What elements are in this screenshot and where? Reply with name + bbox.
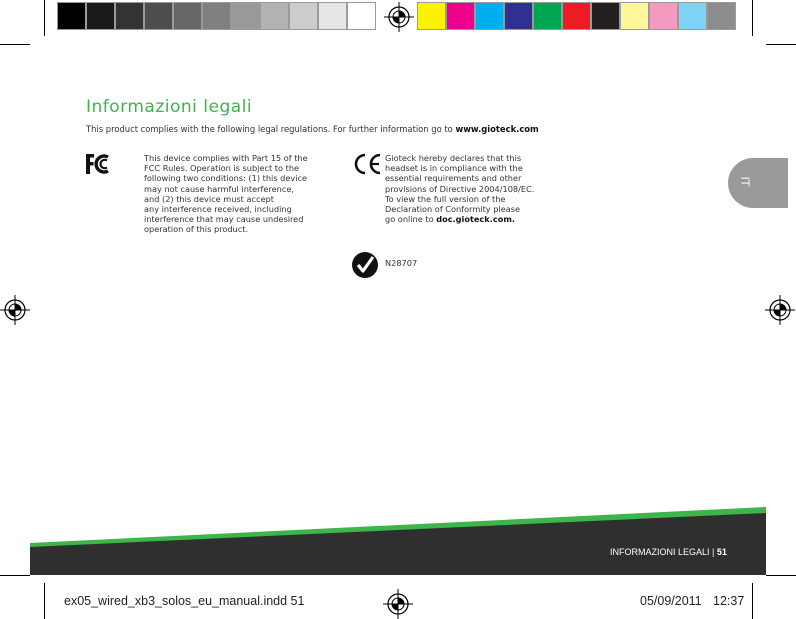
ce-line: headset is in compliance with the — [385, 163, 523, 174]
ce-line: essential requirements and other — [385, 173, 522, 184]
language-tab — [728, 158, 788, 208]
registration-mark-icon — [0, 295, 30, 325]
fcc-line: any interference received, including — [144, 204, 292, 215]
color-swatch — [562, 2, 591, 30]
color-swatch — [417, 2, 446, 30]
crop-mark — [44, 0, 45, 36]
ce-statement — [385, 153, 534, 224]
intro-body: This product complies with the following legal regulations. For further information go to — [86, 124, 453, 134]
ce-link-prefix: go online to — [385, 214, 434, 225]
color-swatch — [318, 2, 347, 30]
doc-link[interactable]: doc.gioteck.com. — [436, 214, 515, 225]
crop-mark — [0, 44, 30, 45]
color-swatch — [707, 2, 736, 30]
registration-mark-icon — [384, 2, 414, 32]
color-swatch — [649, 2, 678, 30]
fcc-line: This device complies with Part 15 of the — [144, 153, 308, 163]
color-swatch — [173, 2, 202, 30]
fcc-line: following two conditions: (1) this device — [144, 173, 308, 184]
page-number: 51 — [716, 547, 727, 557]
color-swatch — [144, 2, 173, 30]
crop-mark — [766, 575, 796, 576]
color-swatch — [533, 2, 562, 30]
slug-time: 12:37 — [713, 594, 745, 608]
crop-mark — [752, 0, 753, 36]
fcc-logo-icon — [84, 151, 116, 177]
intro-text — [86, 124, 539, 134]
color-swatch — [289, 2, 318, 30]
ce-mark-icon — [353, 152, 383, 176]
footer-section-name: INFORMAZIONI LEGALI | — [610, 547, 715, 557]
registration-mark-icon — [383, 589, 413, 619]
color-swatch — [446, 2, 475, 30]
crop-mark — [44, 583, 45, 619]
fcc-statement — [144, 153, 308, 235]
c-tick-mark-icon — [351, 251, 379, 279]
ce-line: To view the full version of the — [385, 193, 506, 204]
fcc-line: interference that may cause undesired — [144, 214, 304, 225]
color-swatch — [202, 2, 231, 30]
website-link[interactable]: www.gioteck.com — [455, 124, 539, 134]
color-swatch — [475, 2, 504, 30]
color-swatch — [620, 2, 649, 30]
crop-mark — [766, 44, 796, 45]
color-swatch — [115, 2, 144, 30]
color-swatch — [678, 2, 707, 30]
slug-date: 05/09/2011 — [640, 594, 702, 608]
slug-filename: ex05_wired_xb3_solos_eu_manual.indd 51 — [64, 594, 305, 608]
fcc-line: FCC Rules. Operation is subject to the — [144, 163, 300, 174]
registration-mark-icon — [765, 295, 795, 325]
color-swatch — [591, 2, 620, 30]
ce-line: Gioteck hereby declares that this — [385, 153, 522, 163]
fcc-line: operation of this product. — [144, 224, 249, 235]
color-swatch — [504, 2, 533, 30]
crop-mark — [0, 575, 30, 576]
color-swatch — [86, 2, 115, 30]
footer-band — [0, 505, 796, 575]
color-swatch — [231, 2, 260, 30]
ce-line: Declaration of Conformity please — [385, 204, 521, 215]
color-swatch — [347, 2, 376, 30]
c-tick-code: N28707 — [385, 258, 418, 268]
color-swatch — [57, 2, 86, 30]
color-swatch — [260, 2, 289, 30]
language-tab-label: IT — [738, 176, 752, 187]
ce-line-last — [385, 214, 534, 224]
footer-section-label — [610, 547, 727, 557]
ce-line: provisions of Directive 2004/108/EC. — [385, 183, 535, 194]
page-title: Informazioni legali — [86, 97, 253, 117]
fcc-line: and (2) this device must accept — [144, 193, 274, 204]
crop-mark — [752, 583, 753, 619]
fcc-line: may not cause harmful interference, — [144, 183, 294, 194]
